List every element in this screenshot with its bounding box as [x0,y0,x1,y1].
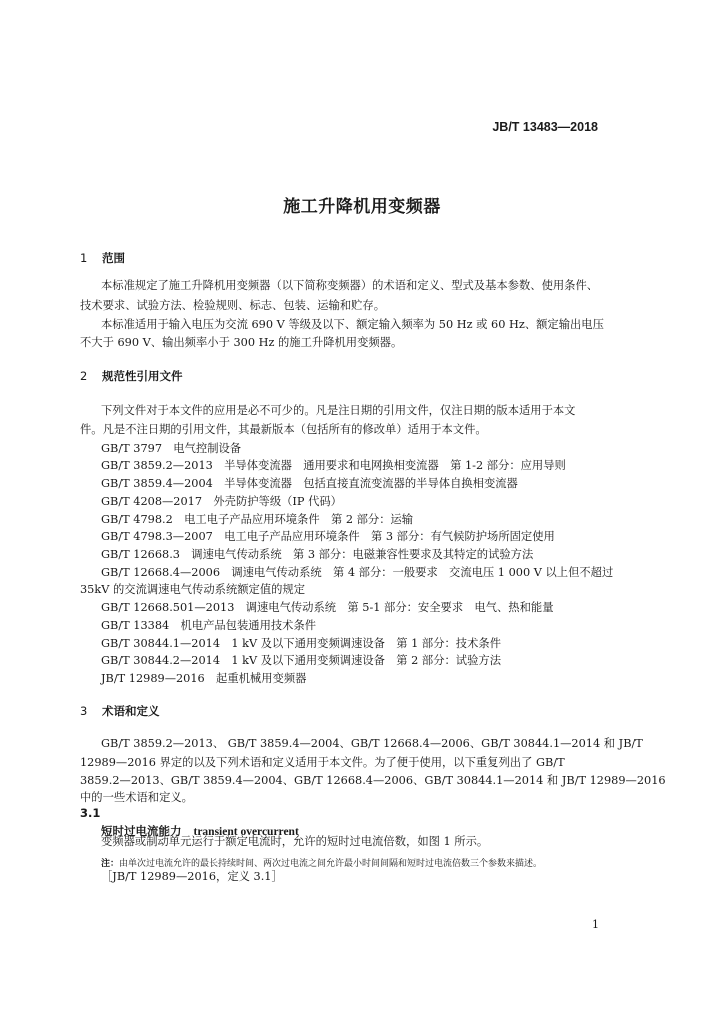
reference-item: GB/T 3797 电气控制设备 [101,442,242,455]
document-title: 施工升降机用变频器 [283,197,441,217]
reference-item: GB/T 30844.1—2014 1 kV 及以下通用变频调速设备 第 1 部分：技术条件 [101,637,501,650]
paragraph-line: 技术要求、试验方法、检验规则、标志、包装、运输和贮存。 [80,299,386,312]
reference-item: GB/T 3859.2—2013 半导体变流器 通用要求和电网换相变流器 第 1-2 部分：应用导则 [101,459,566,472]
paragraph-line: 下列文件对于本文件的应用是必不可少的。凡是注日期的引用文件，仅注日期的版本适用于本文 [101,404,576,417]
paragraph-line: 不大于 690 V、输出频率小于 300 Hz 的施工升降机用变频器。 [80,336,403,349]
reference-item: GB/T 12668.4—2006 调速电气传动系统 第 4 部分：一般要求 交流电压 1 000 V 以上但不超过 [101,566,614,579]
term-source: ［JB/T 12989—2016，定义 3.1］ [101,870,283,883]
reference-item: GB/T 12668.501—2013 调速电气传动系统 第 5-1 部分：安全要求 电气、热和能量 [101,601,554,614]
reference-item: JB/T 12989—2016 起重机械用变频器 [101,672,307,685]
paragraph-line: 3859.2—2013、GB/T 3859.4—2004、GB/T 12668.4—2006、GB/T 30844.1—2014 和 JB/T 12989—2016 [80,774,666,787]
section-1-heading [80,250,125,266]
section-2-heading [80,368,183,384]
paragraph-line: 中的一些术语和定义。 [80,791,193,804]
page-number: 1 [592,918,599,931]
note-text: 由单次过电流允许的最长持续时间、两次过电流之间允许最小时间间隔和短时过电流倍数三个参数来描述。 [119,859,543,869]
standard-number: JB/T 13483—2018 [492,120,598,134]
reference-item: GB/T 12668.3 调速电气传动系统 第 3 部分：电磁兼容性要求及其特定的试验方法 [101,548,534,561]
paragraph-line: 本标准适用于输入电压为交流 690 V 等级及以下、额定输入频率为 50 Hz 或 60 Hz、额定输出电压 [101,318,604,331]
section-title: 范围 [102,251,125,265]
term-english: transient overcurrent [193,826,299,838]
term-definition: 变频器或制动单元运行于额定电流时，允许的短时过电流倍数，如图 1 所示。 [101,835,489,848]
reference-item: GB/T 30844.2—2014 1 kV 及以下通用变频调速设备 第 2 部分：试验方法 [101,654,501,667]
paragraph-line: GB/T 3859.2—2013、 GB/T 3859.4—2004、GB/T 12668.4—2006、GB/T 30844.1—2014 和 JB/T [101,737,643,750]
paragraph-line: 件。凡是不注日期的引用文件，其最新版本（包括所有的修改单）适用于本文件。 [80,423,487,436]
reference-item: GB/T 13384 机电产品包装通用技术条件 [101,619,317,632]
reference-item: GB/T 4208—2017 外壳防护等级（IP 代码） [101,495,342,508]
reference-item-continued: 35kV 的交流调速电气传动系统额定值的规定 [80,583,306,596]
note-label: 注： [101,859,120,869]
term-number: 3.1 [80,806,101,820]
section-number: 3 [80,704,88,718]
paragraph-line: 12989—2016 界定的以及下列术语和定义适用于本文件。为了便于使用，以下重复列出了 GB/T [80,756,565,769]
section-title: 术语和定义 [102,704,160,718]
reference-item: GB/T 4798.2 电工电子产品应用环境条件 第 2 部分：运输 [101,513,414,526]
paragraph-line: 本标准规定了施工升降机用变频器（以下简称变频器）的术语和定义、型式及基本参数、使用条件、 [101,279,599,292]
term-chinese: 短时过电流能力 [101,824,182,838]
reference-item: GB/T 3859.4—2004 半导体变流器 包括直接直流变流器的半导体自换相变流器 [101,477,518,490]
section-3-heading [80,703,160,719]
section-title: 规范性引用文件 [102,369,183,383]
section-number: 1 [80,251,88,265]
section-number: 2 [80,369,88,383]
reference-item: GB/T 4798.3—2007 电工电子产品应用环境条件 第 3 部分：有气候防护场所固定使用 [101,530,555,543]
